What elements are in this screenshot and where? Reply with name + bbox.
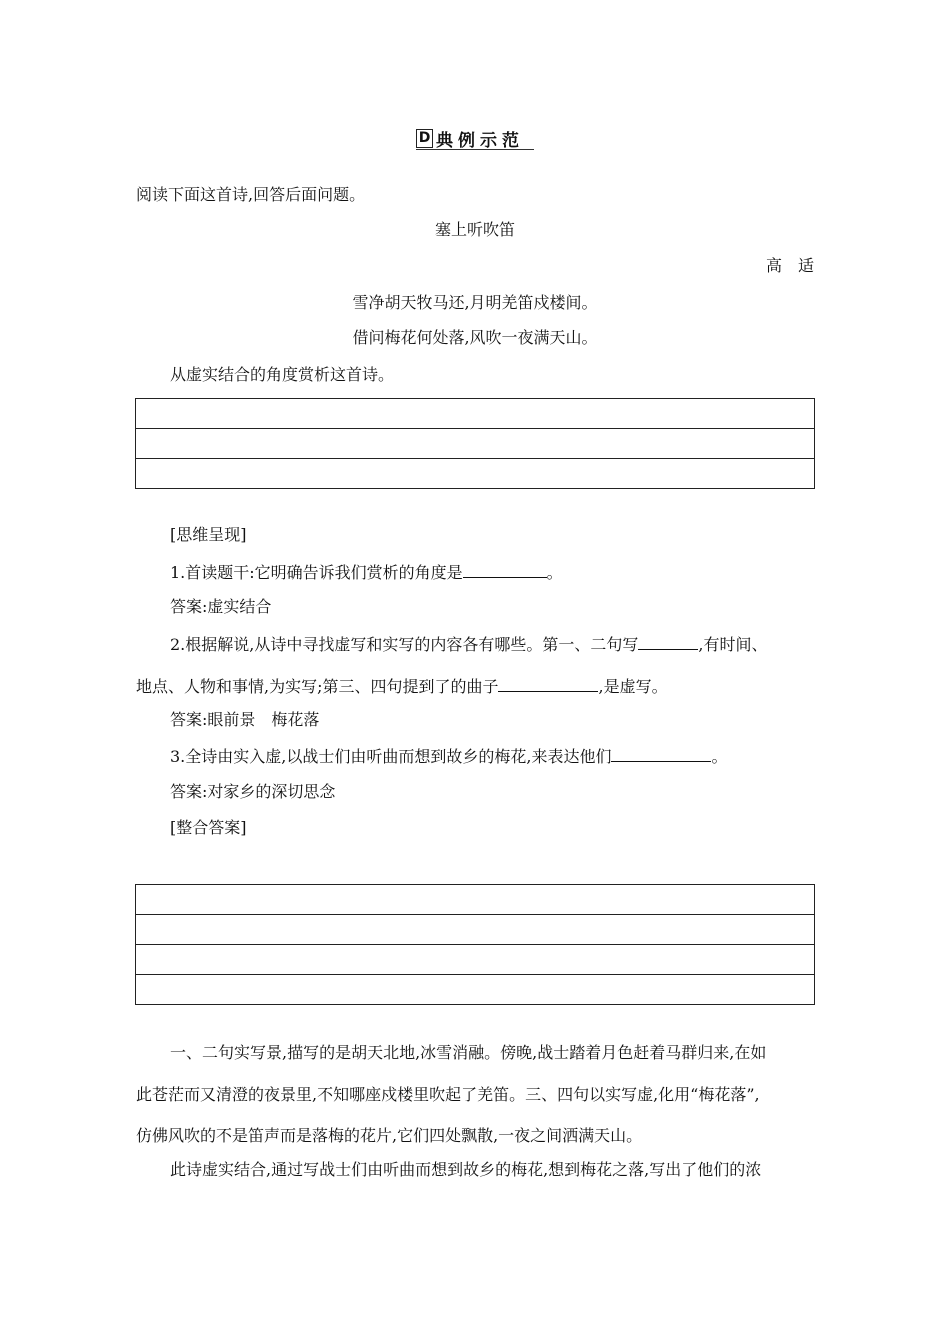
question-3-text: 3.全诗由实入虚,以战士们由听曲而想到故乡的梅花,来表达他们 xyxy=(170,747,612,766)
instruction: 阅读下面这首诗,回答后面问题。 xyxy=(136,185,366,204)
section-letter-icon: D xyxy=(416,129,433,148)
question-2-line-1 xyxy=(170,634,767,655)
answer-box-1[interactable] xyxy=(135,398,815,489)
section-title: 典例示范 xyxy=(436,130,524,151)
question-1-text: 1.首读题干:它明确告诉我们赏析的角度是 xyxy=(170,563,463,582)
thinking-header: [思维呈现] xyxy=(170,525,247,544)
poem-author: 高 适 xyxy=(766,256,815,275)
question-2-text-d: ,是虚写。 xyxy=(598,677,668,696)
fill-blank[interactable] xyxy=(463,562,547,578)
answer-box-2[interactable] xyxy=(135,884,815,1005)
fill-blank[interactable] xyxy=(638,634,698,650)
question-2-line-2 xyxy=(136,676,668,697)
answer-line[interactable] xyxy=(136,885,814,915)
poem-line-1: 雪净胡天牧马还,月明羌笛戍楼间。 xyxy=(352,293,598,312)
answer-line[interactable] xyxy=(136,459,814,488)
question-2-text-a: 2.根据解说,从诗中寻找虚写和实写的内容各有哪些。第一、二句写 xyxy=(170,635,639,654)
analysis-p2-line-1: 此诗虚实结合,通过写战士们由听曲而想到故乡的梅花,想到梅花之落,写出了他们的浓 xyxy=(170,1160,762,1179)
poem-title: 塞上听吹笛 xyxy=(434,220,515,239)
integrated-header: [整合答案] xyxy=(170,818,247,837)
question-2-text-b: ,有时间、 xyxy=(698,635,768,654)
question-1-end: 。 xyxy=(546,563,563,582)
question-3-end: 。 xyxy=(711,747,728,766)
analysis-p1-line-1: 一、二句实写景,描写的是胡天北地,冰雪消融。傍晚,战士踏着月色赶着马群归来,在如 xyxy=(170,1043,767,1062)
answer-1: 答案:虚实结合 xyxy=(170,597,272,616)
answer-2: 答案:眼前景 梅花落 xyxy=(170,710,320,729)
answer-line[interactable] xyxy=(136,429,814,459)
answer-3: 答案:对家乡的深切思念 xyxy=(170,782,336,801)
fill-blank[interactable] xyxy=(498,676,598,692)
answer-line[interactable] xyxy=(136,945,814,975)
answer-line[interactable] xyxy=(136,399,814,429)
answer-line[interactable] xyxy=(136,915,814,945)
analysis-p1-line-3: 仿佛风吹的不是笛声而是落梅的花片,它们四处飘散,一夜之间洒满天山。 xyxy=(136,1126,643,1145)
fill-blank[interactable] xyxy=(611,746,711,762)
question-1 xyxy=(170,562,563,583)
question-3 xyxy=(170,746,727,767)
poem-line-2: 借问梅花何处落,风吹一夜满天山。 xyxy=(352,328,598,347)
section-heading xyxy=(416,127,534,150)
question: 从虚实结合的角度赏析这首诗。 xyxy=(170,365,395,384)
question-2-text-c: 地点、人物和事情,为实写;第三、四句提到了的曲子 xyxy=(136,677,499,696)
analysis-p1-line-2: 此苍茫而又清澄的夜景里,不知哪座戍楼里吹起了羌笛。三、四句以实写虚,化用“梅花落”, xyxy=(136,1085,760,1104)
answer-line[interactable] xyxy=(136,975,814,1004)
